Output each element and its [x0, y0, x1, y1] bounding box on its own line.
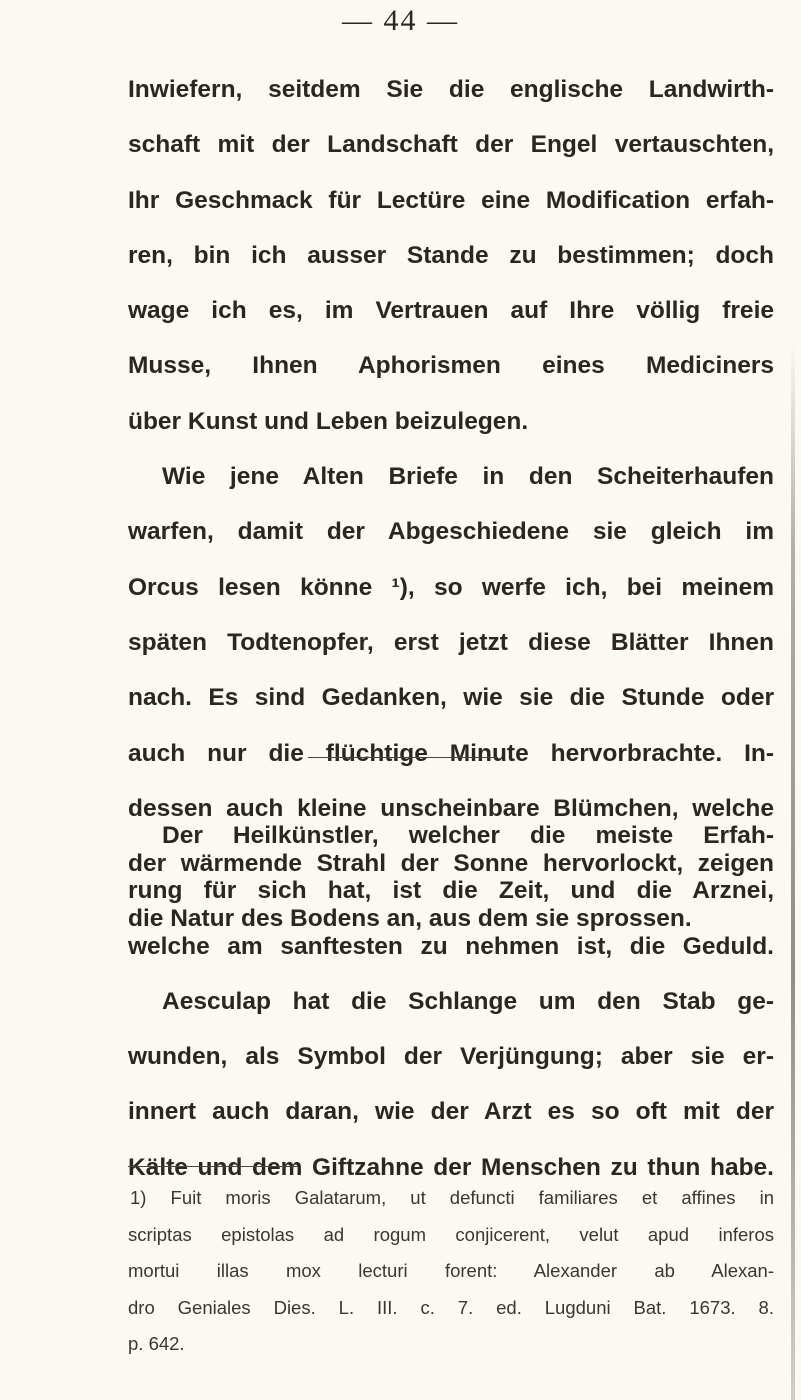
- text-line: die Natur des Bodens an, aus dem sie sprossen.: [128, 905, 692, 933]
- text-line: dessen auch kleine unscheinbare Blümchen, welche: [128, 794, 774, 822]
- text-line: Musse, Ihnen Aphorismen eines Mediciners: [128, 352, 774, 380]
- text-line: welche am sanftesten zu nehmen ist, die Geduld.: [128, 932, 774, 960]
- text-line: schaft mit der Landschaft der Engel vertauschten,: [128, 131, 774, 159]
- footnote-line: dro Geniales Dies. L. III. c. 7. ed. Lugduni Bat. 1673. 8.: [128, 1296, 774, 1318]
- footnote-line: 1) Fuit moris Galatarum, ut defuncti familiares et affines in: [130, 1187, 774, 1208]
- footnote-line: scriptas epistolas ad rogum conjicerent, velut apud inferos: [128, 1223, 774, 1245]
- page-number-header: — 44 —: [342, 4, 459, 37]
- text-line: späten Todtenopfer, erst jetzt diese Blätter Ihnen: [128, 628, 774, 656]
- footnote-rule: [128, 1166, 298, 1167]
- text-line: warfen, damit der Abgeschiedene sie gleich im: [128, 518, 774, 546]
- page-edge-shadow: [791, 340, 795, 1400]
- text-line: Kälte und dem Giftzahne der Menschen zu thun habe.: [128, 1153, 774, 1181]
- section-divider: [308, 757, 498, 758]
- footnote: [128, 1180, 774, 1363]
- text-line: nach. Es sind Gedanken, wie sie die Stunde oder: [128, 684, 774, 712]
- text-line: wage ich es, im Vertrauen auf Ihre völlig freie: [128, 297, 774, 325]
- footnote-line: p. 642.: [128, 1333, 185, 1354]
- text-line: Ihr Geschmack für Lectüre eine Modification erfah-: [128, 186, 774, 214]
- text-line: Inwiefern, seitdem Sie die englische Landwirth-: [128, 76, 774, 103]
- text-line: wunden, als Symbol der Verjüngung; aber sie er-: [128, 1043, 774, 1071]
- text-line: der wärmende Strahl der Sonne hervorlockt, zeigen: [128, 850, 774, 878]
- text-line: Der Heilkünstler, welcher die meiste Erfah-: [162, 822, 774, 849]
- text-line: über Kunst und Leben beizulegen.: [128, 407, 529, 435]
- text-line: auch nur die flüchtige Minute hervorbrachte. In-: [128, 739, 774, 767]
- text-line: innert auch daran, wie der Arzt es so oft mit der: [128, 1098, 774, 1126]
- text-line: rung für sich hat, ist die Zeit, und die Arznei,: [128, 877, 774, 905]
- text-line: Orcus lesen könne ¹), so werfe ich, bei meinem: [128, 573, 774, 601]
- text-line: Aesculap hat die Schlange um den Stab ge-: [162, 987, 774, 1015]
- text-line: ren, bin ich ausser Stande zu bestimmen; doch: [128, 241, 774, 269]
- footnote-line: mortui illas mox lecturi forent: Alexander ab Alexan-: [128, 1260, 774, 1281]
- body-text-lower: [128, 808, 774, 1195]
- text-line: Wie jene Alten Briefe in den Scheiterhaufen: [162, 463, 774, 491]
